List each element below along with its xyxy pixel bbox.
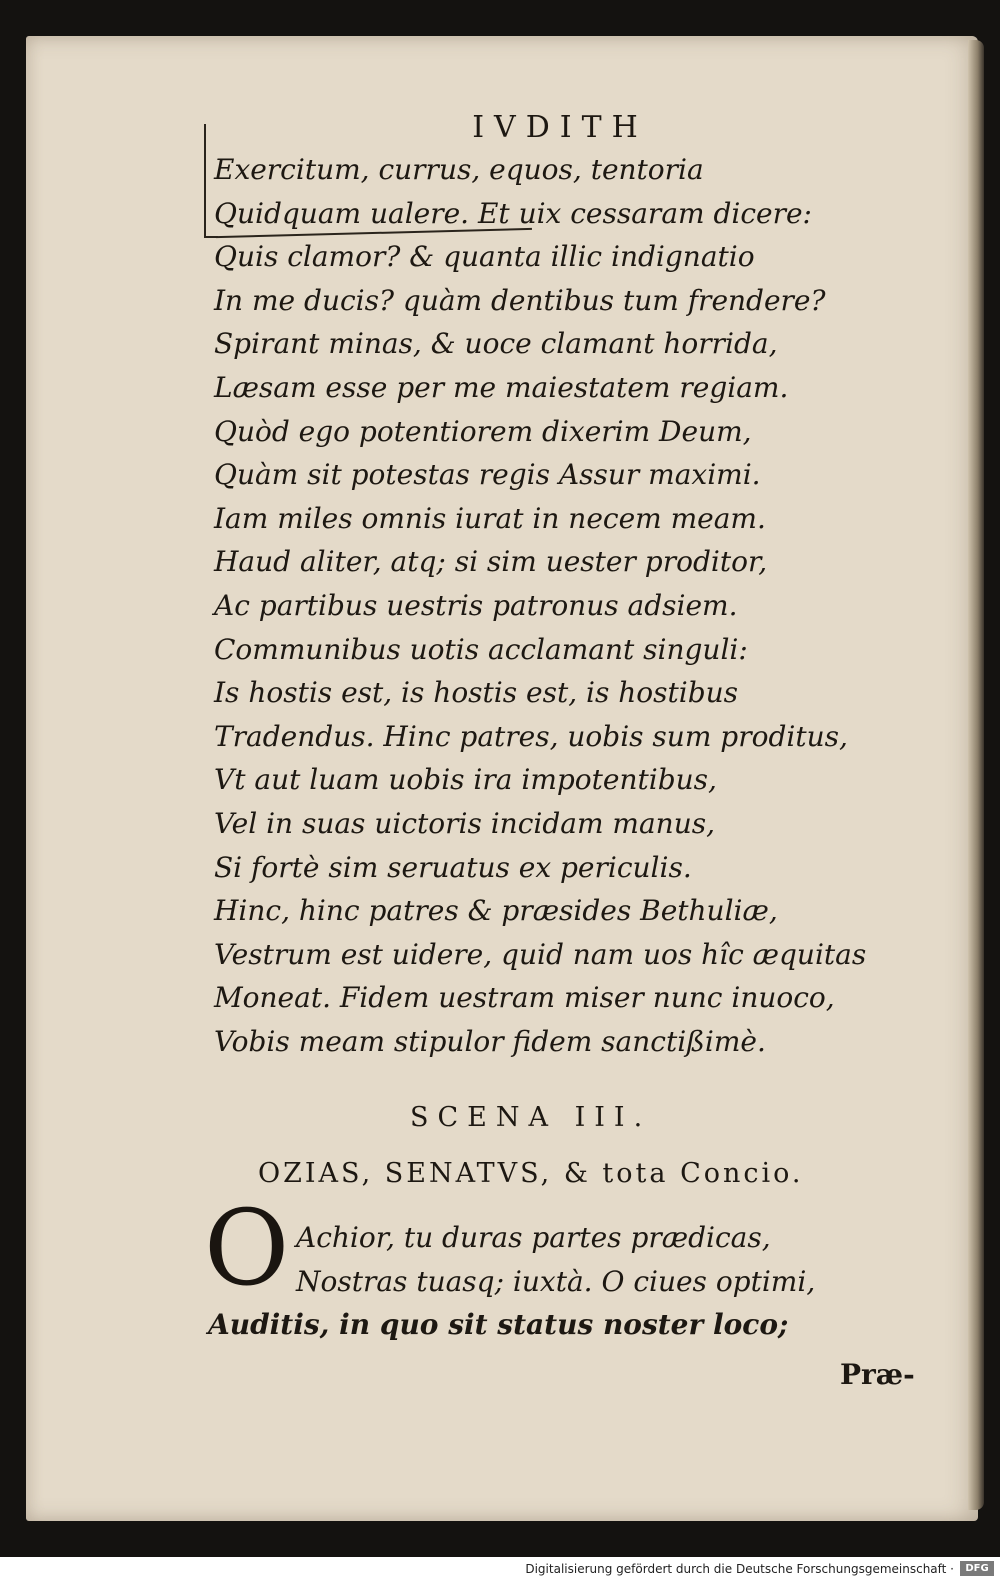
verse-line: Exercitum, currus, equos, tentoria [214, 153, 704, 186]
footer-bar [0, 1557, 1000, 1579]
running-head: IVDITH [472, 110, 648, 145]
verse-line: Nostras tuasq; iuxtà. O ciues optimi, [296, 1264, 816, 1298]
verse-line: Haud aliter, atq; si sim uester proditor, [214, 545, 768, 579]
verse-line: Tradendus. Hinc patres, uobis sum proditus, [214, 719, 848, 753]
verse-line: Læsam esse per me maiestatem regiam. [214, 370, 789, 404]
verse-line: Moneat. Fidem uestram miser nunc inuoco, [214, 981, 835, 1015]
verse-line: Quàm sit potestas regis Assur maximi. [214, 458, 761, 492]
verse-line: Quòd ego potentiorem dixerim Deum, [214, 414, 752, 448]
verse-line: Vel in suas uictoris incidam manus, [214, 806, 715, 840]
funding-notice: Digitalisierung gefördert durch die Deutsche Forschungsgemeinschaft · [525, 1562, 954, 1576]
verse-line: In me ducis? quàm dentibus tum frendere? [214, 283, 826, 317]
verse-line: Ac partibus uestris patronus adsiem. [214, 588, 738, 622]
verse-line: Hinc, hinc patres & præsides Bethuliæ, [214, 894, 778, 928]
verse-line: Iam miles omnis iurat in necem meam. [214, 501, 766, 535]
verse-line: Is hostis est, is hostis est, is hostibus [214, 676, 739, 710]
dfg-logo: DFG [960, 1561, 994, 1576]
verse-line: Quidquam ualere. Et uix cessaram dicere: [214, 196, 812, 230]
verse-line: Vobis meam stipulor fidem sanctißimè. [214, 1024, 766, 1058]
scene-title: SCENA III. [410, 1102, 652, 1133]
speaker-list: OZIAS, SENATVS, & tota Concio. [258, 1158, 804, 1189]
page-edge [968, 40, 984, 1510]
verse-block [214, 148, 866, 1063]
verse-line: Si fortè sim seruatus ex periculis. [214, 850, 692, 884]
verse-line: Vestrum est uidere, quid nam uos hîc æquitas [214, 937, 867, 971]
verse-line: Communibus uotis acclamant singuli: [214, 632, 748, 666]
catchword: Præ- [840, 1358, 915, 1391]
verse-line: Spirant minas, & uoce clamant horrida, [214, 327, 778, 361]
drop-cap: O [204, 1187, 290, 1309]
verse-line: Vt aut luam uobis ira impotentibus, [214, 763, 717, 797]
verse-line: Auditis, in quo sit status noster loco; [208, 1308, 789, 1342]
verse-line: Quis clamor? & quanta illic indignatio [214, 240, 755, 274]
verse-line: Achior, tu duras partes prædicas, [296, 1221, 771, 1254]
second-verse-block [208, 1216, 816, 1347]
